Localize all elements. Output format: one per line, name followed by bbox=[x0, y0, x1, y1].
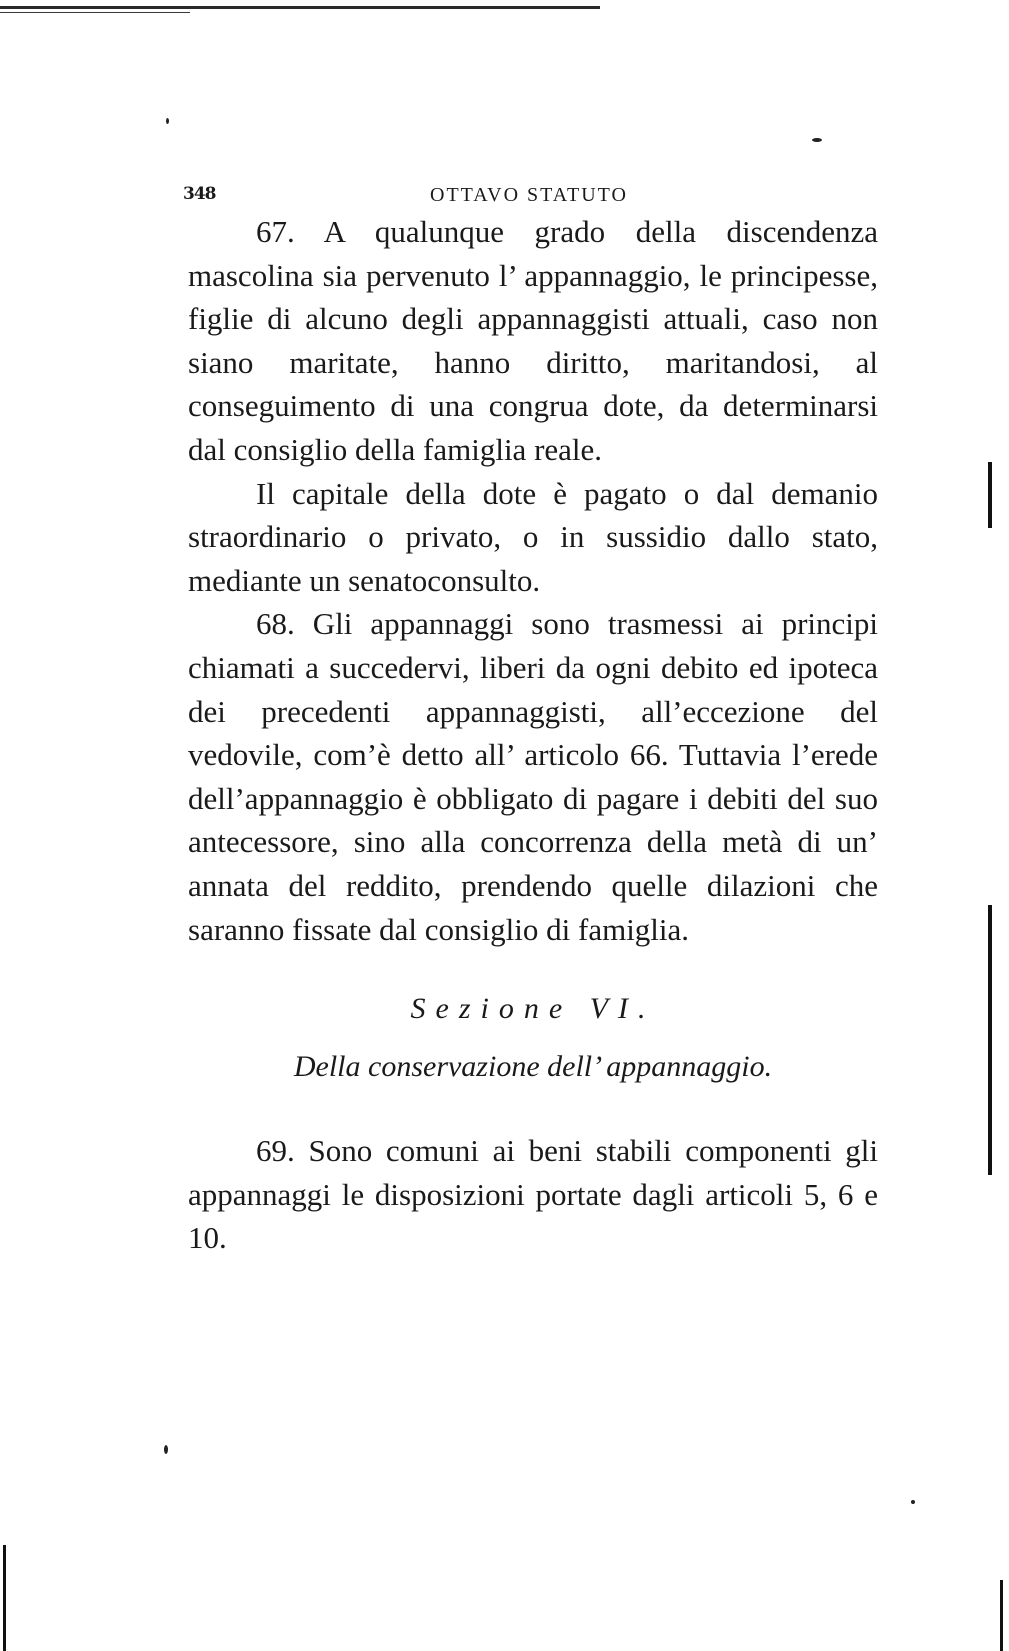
article-67-continuation bbox=[188, 472, 878, 603]
article-69 bbox=[188, 1129, 878, 1260]
scan-speck bbox=[911, 1500, 915, 1504]
article-number: 67. bbox=[256, 214, 295, 249]
page-number: 348 bbox=[183, 184, 216, 204]
scan-edge-mark bbox=[1000, 1580, 1003, 1651]
running-title: OTTAVO STATUTO bbox=[430, 184, 628, 206]
scan-edge-mark bbox=[3, 1545, 6, 1651]
article-text: Gli appannaggi sono trasmessi ai principi chiamati a succedervi, liberi da ogni debito ed ipoteca dei precedenti appannaggisti, all’eccezione del vedovile, com’è detto all’ articolo 66. Tuttavia l’erede dell’appannaggio è obbligato di pagare i debiti del suo antecessore, sino alla concorrenza della metà di un’ annata del reddito, prendendo quelle dilazioni che saranno fissate dal consiglio di famiglia. bbox=[188, 606, 879, 947]
scan-edge-mark bbox=[988, 462, 992, 528]
scan-edge-mark bbox=[988, 905, 992, 1175]
scan-speck bbox=[166, 118, 169, 124]
running-header bbox=[183, 170, 878, 210]
article-text: Il capitale della dote è pagato o dal demanio straordinario o privato, o in sussidio dallo stato, mediante un senatoconsulto. bbox=[188, 475, 878, 598]
body-text bbox=[188, 210, 878, 1260]
scan-border-line bbox=[0, 6, 600, 9]
section-subtitle: Della conservazione dell’ appannaggio. bbox=[293, 1050, 773, 1084]
scan-speck bbox=[812, 138, 822, 142]
article-number: 69. bbox=[256, 1133, 295, 1169]
article-68 bbox=[188, 602, 878, 951]
scan-speck bbox=[164, 1445, 168, 1454]
book-page bbox=[183, 170, 879, 1260]
article-text: A qualunque grado della discendenza mascolina sia pervenuto l’ appannaggio, le principesse, figlie di alcuno degli appannaggisti attuali, caso non siano maritate, hanno diritto, maritandosi, al conseguimento di una congrua dote, da determinarsi dal consiglio della famiglia reale. bbox=[188, 214, 878, 467]
scan-border-line-thin bbox=[0, 12, 190, 13]
section-heading: Sezione VI. bbox=[410, 992, 656, 1026]
article-number: 68. bbox=[256, 606, 295, 642]
article-text: Sono comuni ai beni stabili componenti gli appannaggi le disposizioni portate dagli articoli 5, 6 e 10. bbox=[188, 1133, 878, 1256]
article-67 bbox=[188, 210, 878, 472]
